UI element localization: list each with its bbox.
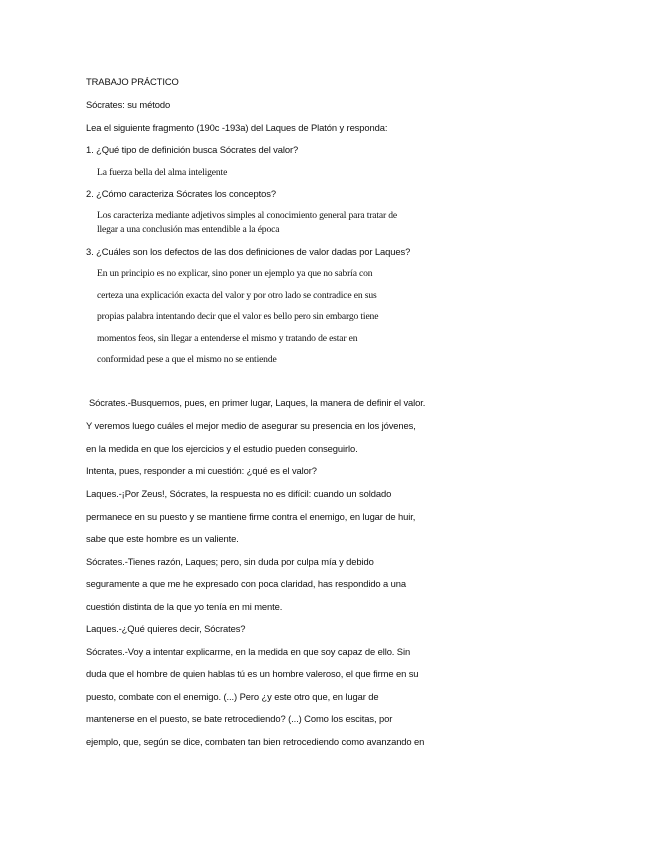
question-3: 3. ¿Cuáles son los defectos de las dos definiciones de valor dadas por Laques? xyxy=(86,246,411,257)
page-subtitle: Sócrates: su método xyxy=(86,99,171,110)
question-2: 2. ¿Cómo caracteriza Sócrates los conceptos? xyxy=(86,188,276,199)
answer-1-line: La fuerza bella del alma inteligente xyxy=(97,167,228,178)
answer-3-line: propias palabra intentando decir que el valor es bello pero sin embargo tiene xyxy=(97,311,379,322)
fragment-line: Sócrates.-Voy a intentar explicarme, en la medida en que soy capaz de ello. Sin xyxy=(86,646,411,657)
fragment-line: Sócrates.-Tienes razón, Laques; pero, sin duda por culpa mía y debido xyxy=(86,556,374,567)
fragment-line: sabe que este hombre es un valiente. xyxy=(86,533,239,544)
fragment-line: Laques.-¿Qué quieres decir, Sócrates? xyxy=(86,623,246,634)
question-1: 1. ¿Qué tipo de definición busca Sócrates del valor? xyxy=(86,144,299,155)
fragment-line: seguramente a que me he expresado con poca claridad, has respondido a una xyxy=(86,578,407,589)
fragment-line: cuestión distinta de la que yo tenía en mi mente. xyxy=(86,601,283,612)
fragment-line: ejemplo, que, según se dice, combaten tan bien retrocediendo como avanzando en xyxy=(86,736,425,747)
fragment-line: duda que el hombre de quien hablas tú es un hombre valeroso, el que firme en su xyxy=(86,668,419,679)
answer-3-line: En un principio es no explicar, sino poner un ejemplo ya que no sabría con xyxy=(97,268,373,279)
answer-3-line: certeza una explicación exacta del valor y por otro lado se contradice en sus xyxy=(97,290,377,301)
answer-3-line: momentos feos, sin llegar a entenderse el mismo y tratando de estar en xyxy=(97,333,358,344)
fragment-line: Y veremos luego cuáles el mejor medio de asegurar su presencia en los jóvenes, xyxy=(86,420,416,431)
answer-2-line: llegar a una conclusión mas entendible a la época xyxy=(97,224,280,235)
answer-3-line: conformidad pese a que el mismo no se entiende xyxy=(97,354,277,365)
fragment-line: puesto, combate con el enemigo. (...) Pero ¿y este otro que, en lugar de xyxy=(86,691,379,702)
fragment-line: Intenta, pues, responder a mi cuestión: ¿qué es el valor? xyxy=(86,465,317,476)
fragment-line: Laques.-¡Por Zeus!, Sócrates, la respuesta no es difícil: cuando un soldado xyxy=(86,488,392,499)
answer-2-line: Los caracteriza mediante adjetivos simples al conocimiento general para tratar de xyxy=(97,210,398,221)
instruction-text: Lea el siguiente fragmento (190c -193a) del Laques de Platón y responda: xyxy=(86,122,388,133)
fragment-line: Sócrates.-Busquemos, pues, en primer lugar, Laques, la manera de definir el valor. xyxy=(89,397,426,408)
fragment-line: en la medida en que los ejercicios y el estudio pueden conseguirlo. xyxy=(86,443,358,454)
fragment-line: permanece en su puesto y se mantiene firme contra el enemigo, en lugar de huir, xyxy=(86,511,416,522)
fragment-line: mantenerse en el puesto, se bate retrocediendo? (...) Como los escitas, por xyxy=(86,713,393,724)
page-title: TRABAJO PRÁCTICO xyxy=(86,76,179,87)
